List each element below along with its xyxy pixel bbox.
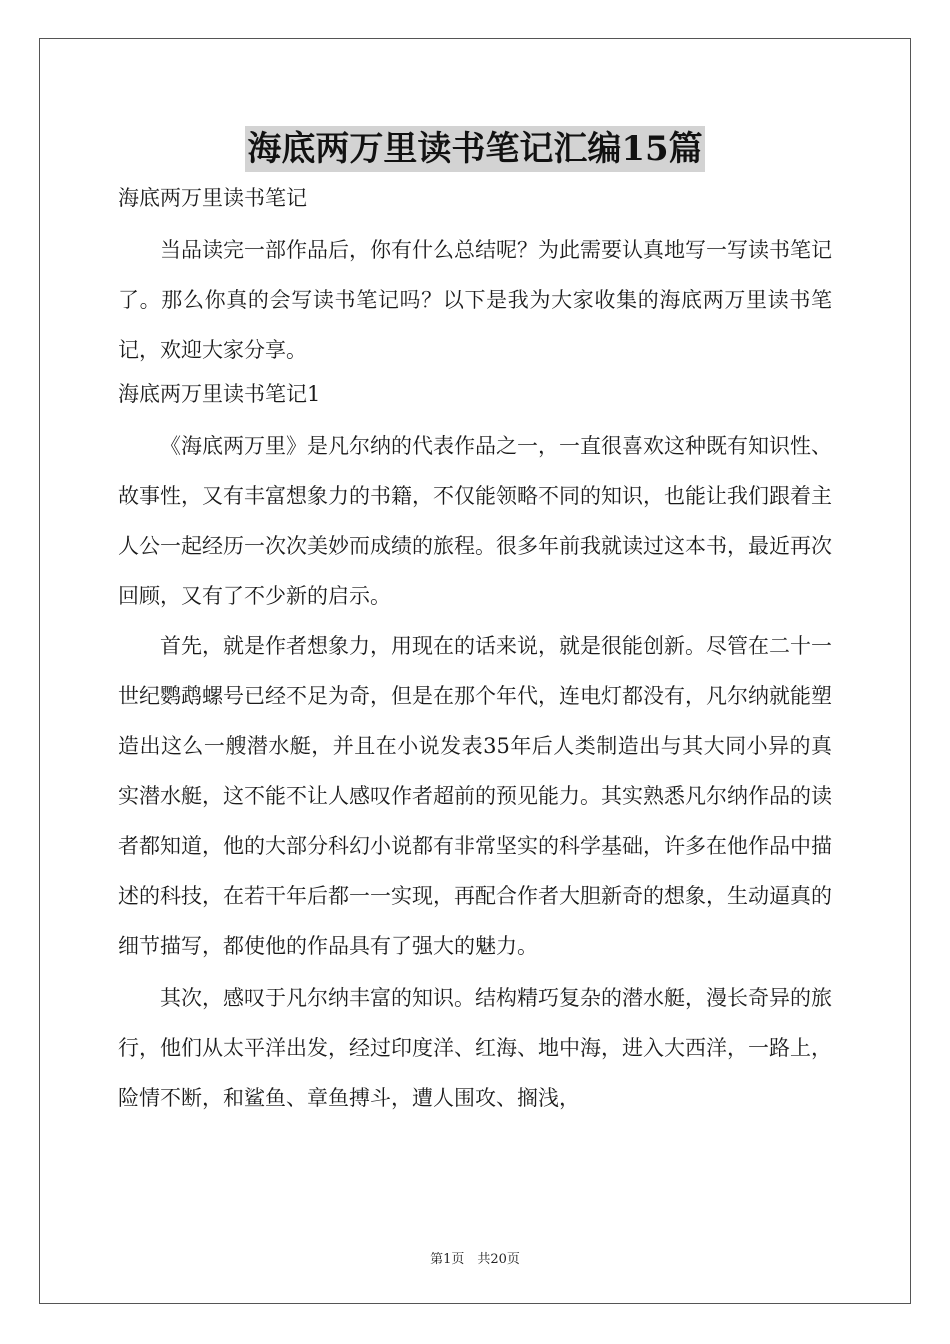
body-paragraph-2: 首先，就是作者想象力，用现在的话来说，就是很能创新。尽管在二十一世纪鹦鹉螺号已经不足为奇，但是在那个年代，连电灯都没有，凡尔纳就能塑造出这么一艘潜水艇，并且在小说发表35年后人类制造出与其大同小异的真实潜水艇，这不能不让人感叹作者超前的预见能力。其实熟悉凡尔纳作品的读者都知道，他的大部分科幻小说都有非常坚实的科学基础，许多在他作品中描述的科技，在若干年后都一一实现，再配合作者大胆新奇的想象，生动逼真的细节描写，都使他的作品具有了强大的魅力。 [118, 634, 832, 958]
section-heading: 海底两万里读书笔记1 [118, 382, 321, 406]
intro-paragraph: 当品读完一部作品后，你有什么总结呢？为此需要认真地写一写读书笔记了。那么你真的会写读书笔记吗？以下是我为大家收集的海底两万里读书笔记，欢迎大家分享。 [118, 238, 832, 362]
body-paragraph-1: 《海底两万里》是凡尔纳的代表作品之一，一直很喜欢这种既有知识性、故事性，又有丰富想象力的书籍，不仅能领略不同的知识，也能让我们跟着主人公一起经历一次次美妙而成绩的旅程。很多年前我就读过这本书，最近再次回顾，又有了不少新的启示。 [118, 434, 832, 608]
document-body [118, 181, 832, 1125]
document-title: 海底两万里读书笔记汇编15篇 [245, 126, 704, 172]
title-container [0, 126, 950, 172]
body-paragraph-3: 其次，感叹于凡尔纳丰富的知识。结构精巧复杂的潜水艇，漫长奇异的旅行，他们从太平洋出发，经过印度洋、红海、地中海，进入大西洋，一路上，险情不断，和鲨鱼、章鱼搏斗，遭人围攻、搁浅， [118, 986, 832, 1110]
subtitle-heading: 海底两万里读书笔记 [118, 186, 307, 210]
page-footer: 第1页 共20页 [430, 1252, 520, 1267]
